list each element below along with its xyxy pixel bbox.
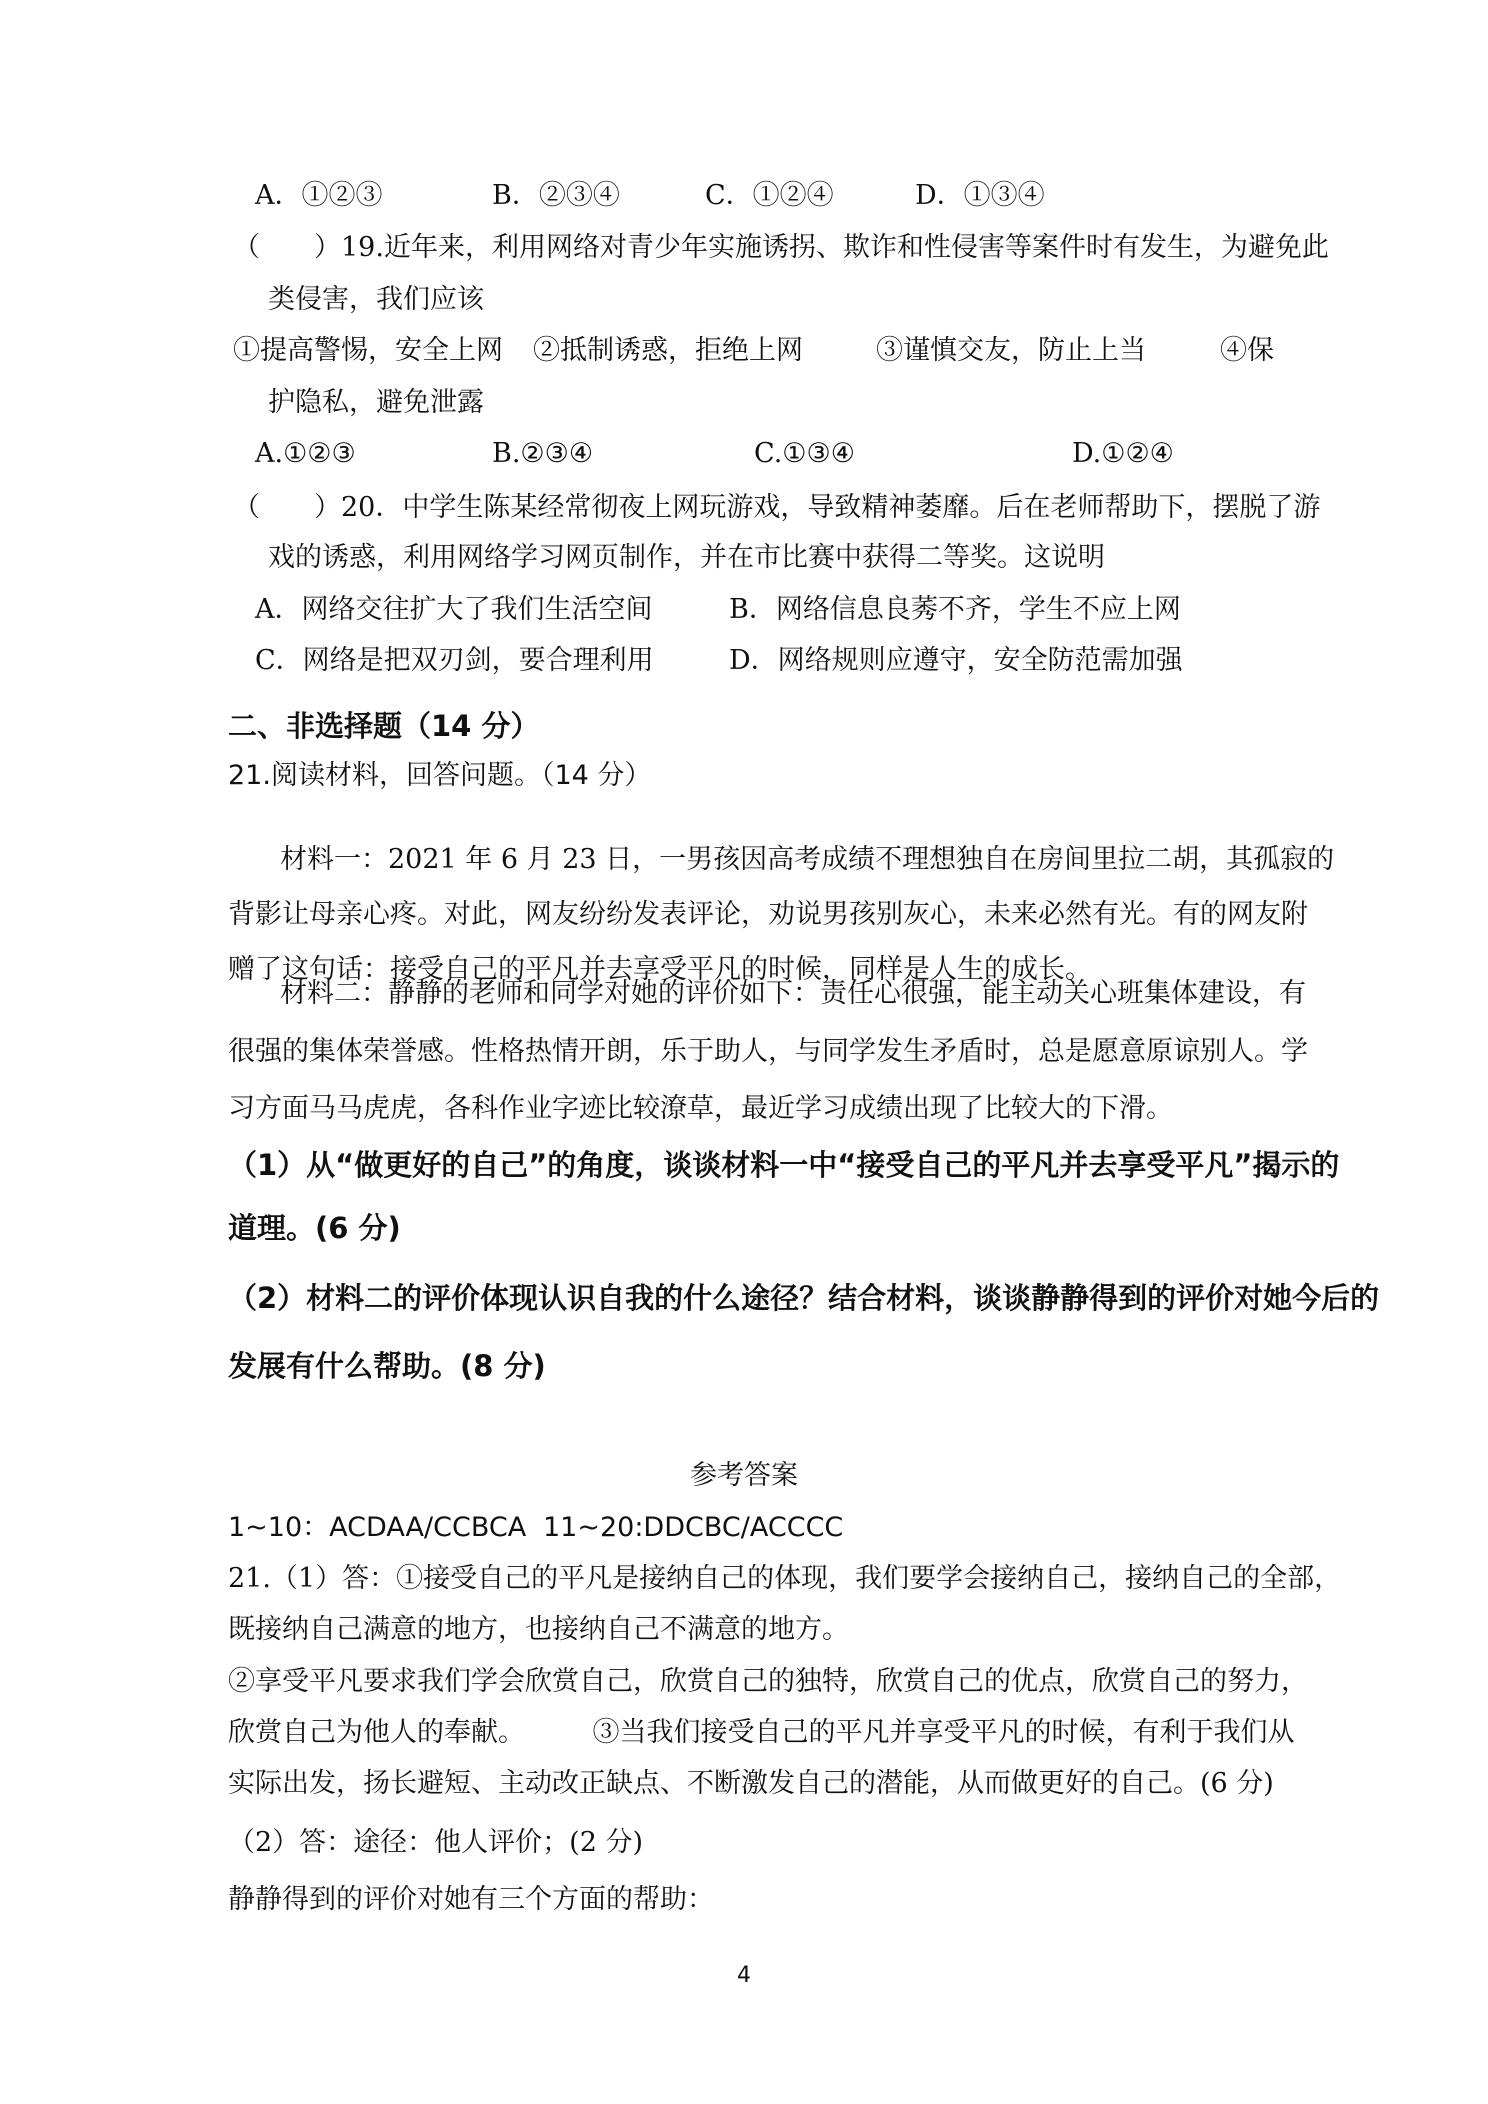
material1-line3: 赠了这句话：接受自己的平凡并去享受平凡的时候，同样是人生的成长。 xyxy=(228,954,1092,985)
material1-line2: 背影让母亲心疼。对此，网友纷纷发表评论，劝说男孩别灰心，未来必然有光。有的网友附 xyxy=(228,899,1308,930)
q19-item-3: ③谨慎交友，防止上当 xyxy=(876,335,1146,366)
material1-line1: 材料一：2021 年 6 月 23 日，一男孩因高考成绩不理想独自在房间里拉二胡，其孤寂的 xyxy=(280,844,1335,875)
q21-title: 21.阅读材料，回答问题。（14 分） xyxy=(228,760,652,791)
q19-stem-line2: 类侵害，我们应该 xyxy=(268,284,484,315)
q20-stem-line1: （ ）20．中学生陈某经常彻夜上网玩游戏，导致精神萎靡。后在老师帮助下，摆脱了游 xyxy=(233,492,1321,523)
q19-item-2: ②抵制诱惑，拒绝上网 xyxy=(533,335,803,366)
q19-option-c: C.①③④ xyxy=(754,438,855,469)
q18-option-a: A．①②③ xyxy=(255,180,383,211)
a21-1-line4: 欣赏自己为他人的奉献。 ③当我们接受自己的平凡并享受平凡的时候，有利于我们从 xyxy=(228,1717,1295,1748)
a21-3: 静静得到的评价对她有三个方面的帮助： xyxy=(228,1884,714,1915)
sub1-line1: （1）从“做更好的自己”的角度，谈谈材料一中“接受自己的平凡并去享受平凡”揭示的 xyxy=(228,1148,1340,1182)
q20-option-b: B．网络信息良莠不齐，学生不应上网 xyxy=(729,594,1181,625)
answer-title: 参考答案 xyxy=(690,1460,798,1491)
q19-item-4: ④保 xyxy=(1220,335,1274,366)
q20-option-c: C．网络是把双刃剑，要合理利用 xyxy=(255,645,654,676)
a21-1-line2: 既接纳自己满意的地方，也接纳自己不满意的地方。 xyxy=(228,1614,849,1645)
q20-option-d: D．网络规则应遵守，安全防范需加强 xyxy=(729,645,1183,676)
section-heading: 二、非选择题（14 分） xyxy=(228,709,540,743)
q19-stem-line1: （ ）19.近年来，利用网络对青少年实施诱拐、欺诈和性侵害等案件时有发生，为避免此 xyxy=(233,232,1329,263)
mc-answers-2: 11~20:DDCBC/ACCCC xyxy=(543,1512,844,1543)
q19-items-line2: 护隐私，避免泄露 xyxy=(268,387,484,418)
q19-option-d: D.①②④ xyxy=(1072,438,1174,469)
material2-line3: 习方面马马虎虎，各科作业字迹比较潦草，最近学习成绩出现了比较大的下滑。 xyxy=(228,1093,1173,1124)
material2-line2: 很强的集体荣誉感。性格热情开朗，乐于助人，与同学发生矛盾时，总是愿意原谅别人。学 xyxy=(228,1036,1308,1067)
a21-1-line5: 实际出发，扬长避短、主动改正缺点、不断激发自己的潜能，从而做更好的自己。(6 分) xyxy=(228,1768,1274,1799)
q18-option-d: D．①③④ xyxy=(915,180,1045,211)
sub1-line2: 道理。(6 分) xyxy=(228,1211,401,1245)
q18-option-b: B．②③④ xyxy=(492,180,620,211)
sub2-line1: （2）材料二的评价体现认识自我的什么途径？结合材料，谈谈静静得到的评价对她今后的 xyxy=(228,1281,1380,1315)
q18-option-c: C．①②④ xyxy=(705,180,834,211)
material2-line1: 材料二：静静的老师和同学对她的评价如下：责任心很强，能主动关心班集体建设，有 xyxy=(280,978,1306,1009)
a21-2: （2）答：途径：他人评价；(2 分) xyxy=(228,1827,644,1858)
q19-item-1: ①提高警惕，安全上网 xyxy=(233,335,503,366)
page-number: 4 xyxy=(737,1963,751,1988)
q20-stem-line2: 戏的诱惑，利用网络学习网页制作，并在市比赛中获得二等奖。这说明 xyxy=(268,542,1105,573)
mc-answers-1: 1~10：ACDAA/CCBCA xyxy=(228,1512,527,1543)
sub2-line2: 发展有什么帮助。(8 分) xyxy=(228,1349,546,1383)
q19-option-a: A.①②③ xyxy=(255,438,356,469)
a21-1-line1: 21.（1）答：①接受自己的平凡是接纳自己的体现，我们要学会接纳自己，接纳自己的全部， xyxy=(228,1563,1342,1594)
q19-option-b: B.②③④ xyxy=(492,438,594,469)
q20-option-a: A．网络交往扩大了我们生活空间 xyxy=(255,594,653,625)
a21-1-line3: ②享受平凡要求我们学会欣赏自己，欣赏自己的独特，欣赏自己的优点，欣赏自己的努力， xyxy=(228,1666,1308,1697)
